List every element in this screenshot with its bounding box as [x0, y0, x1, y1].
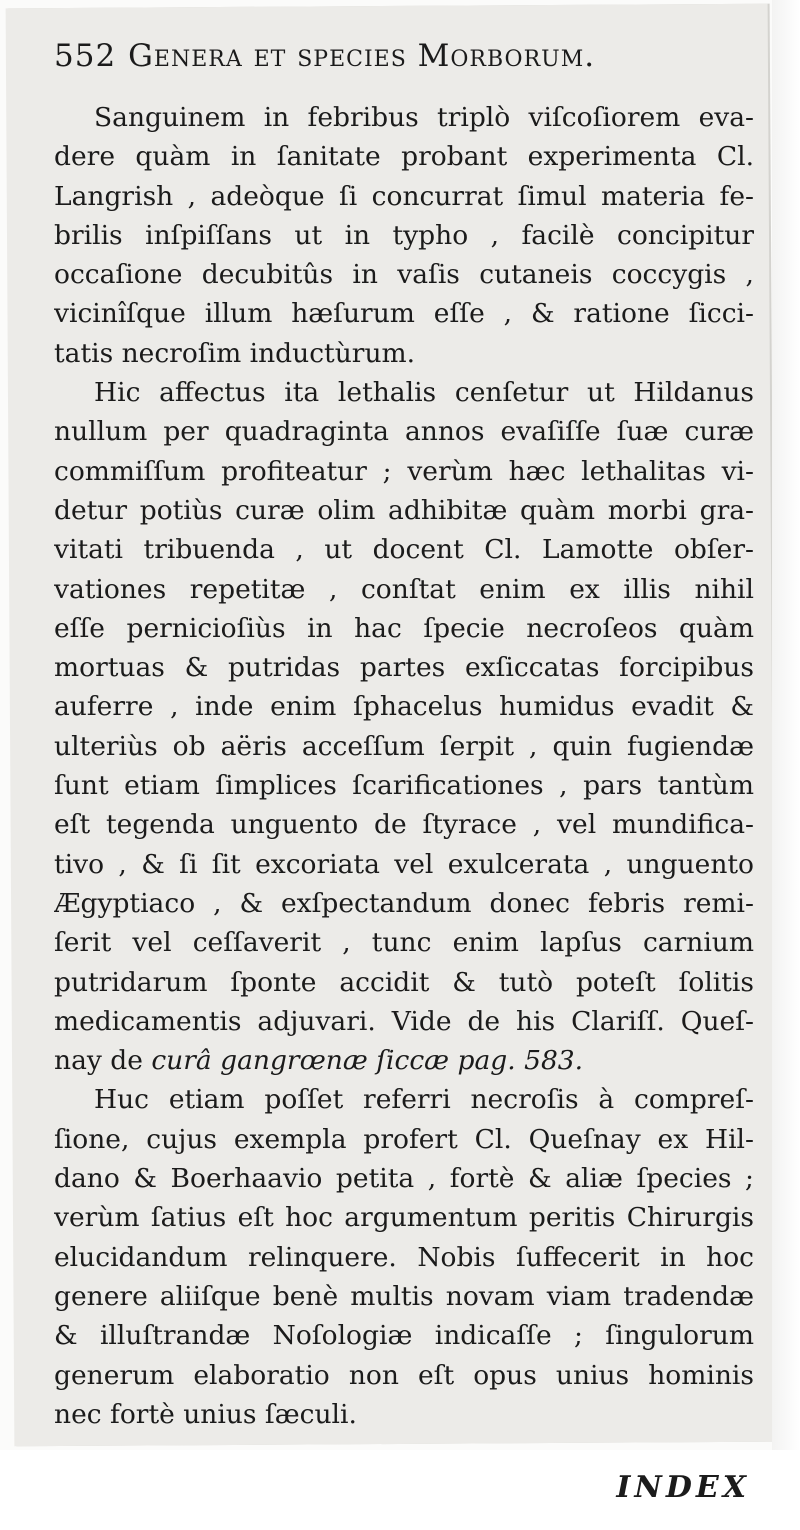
citation-lead: nay de	[54, 1045, 152, 1077]
text-line: eſt tegenda unguento de ſtyrace , vel mundifica-	[54, 809, 754, 841]
text-line: dano & Boerhaavio petita , fortè & aliæ ſpecies ;	[54, 1163, 754, 1195]
running-head	[54, 38, 754, 98]
text-line: genere aliiſque benè multis novam viam tradendæ	[54, 1280, 754, 1312]
text-line: Hic affectus ita lethalis cenſetur ut Hildanus	[94, 377, 754, 409]
text-line: auferre , inde enim ſphacelus humidus evadit &	[54, 691, 754, 723]
text-line: vicinîſque illum hæſurum eſſe , & ratione ſicci-	[54, 298, 754, 330]
page-number: 552	[54, 38, 117, 74]
text-line: Langrish , adeòque ſi concurrat ſimul materia fe-	[54, 180, 754, 212]
text-line: generum elaboratio non eſt opus unius hominis	[54, 1359, 754, 1391]
text-line: Ægyptiaco , & exſpectandum donec febris remi-	[54, 887, 754, 919]
text-line: putridarum ſponte accidit & tutò poteſt ſolitis	[54, 966, 754, 998]
page-edge	[772, 0, 800, 1450]
paragraph	[54, 373, 754, 1080]
text-line: detur potiùs curæ olim adhibitæ quàm morbi gra-	[54, 494, 754, 526]
text-line: & illuſtrandæ Noſologiæ indicaſſe ; ſingulorum	[54, 1320, 754, 1352]
catchword-row	[54, 1470, 754, 1530]
text-line: ſunt etiam ſimplices ſcarificationes , pars tantùm	[54, 770, 754, 802]
running-title: Genera et species Morborum.	[128, 38, 596, 74]
text-line: mortuas & putridas partes exſiccatas forcipibus	[54, 652, 754, 684]
text-line: medicamentis adjuvari. Vide de his Clariſſ. Queſ-	[54, 1005, 754, 1037]
text-line: nullum per quadraginta annos evaſiſſe ſuæ curæ	[54, 416, 754, 448]
text-line: occaſione decubitûs in vaſis cutaneis coccygis ,	[54, 259, 754, 291]
text-line: nec fortè unius ſæculi.	[54, 1398, 357, 1430]
text-line: tatis necroſim inductùrum.	[54, 337, 416, 369]
text-line: eſſe pernicioſiùs in hac ſpecie necroſeos quàm	[54, 612, 754, 644]
citation-reference: curâ gangrœnæ ſiccæ pag. 583.	[151, 1045, 584, 1077]
text-line-with-citation	[54, 1041, 754, 1080]
text-line: verùm ſatius eſt hoc argumentum peritis Chirurgis	[54, 1202, 754, 1234]
paragraph	[54, 1080, 754, 1434]
text-line: Sanguinem in febribus triplò viſcoſiorem eva-	[94, 102, 754, 133]
text-line: ſione, cujus exempla profert Cl. Queſnay ex Hil-	[54, 1123, 754, 1155]
text-line: ſerit vel ceſſaverit , tunc enim lapſus carnium	[54, 927, 754, 959]
text-line: vationes repetitæ , conſtat enim ex illis nihil	[54, 573, 754, 605]
page-text-block	[54, 38, 754, 1530]
text-line: vitati tribuenda , ut docent Cl. Lamotte obſer-	[54, 534, 754, 566]
text-line: ulteriùs ob aëris acceſſum ſerpit , quin fugiendæ	[54, 730, 754, 762]
paragraph	[54, 98, 754, 373]
text-line: tivo , & ſi ſit excoriata vel exulcerata , unguento	[54, 848, 754, 880]
text-line: elucidandum relinquere. Nobis ſuffecerit in hoc	[54, 1241, 754, 1273]
text-line: brilis inſpiſſans ut in typho , facilè concipitur	[54, 219, 754, 251]
catchword: INDEX	[616, 1470, 750, 1506]
text-line: Huc etiam poſſet referri necroſis à compreſ-	[94, 1084, 754, 1116]
text-line: dere quàm in ſanitate probant experimenta Cl.	[54, 141, 754, 173]
text-line: commiſſum profiteatur ; verùm hæc lethalitas vi-	[54, 455, 754, 487]
